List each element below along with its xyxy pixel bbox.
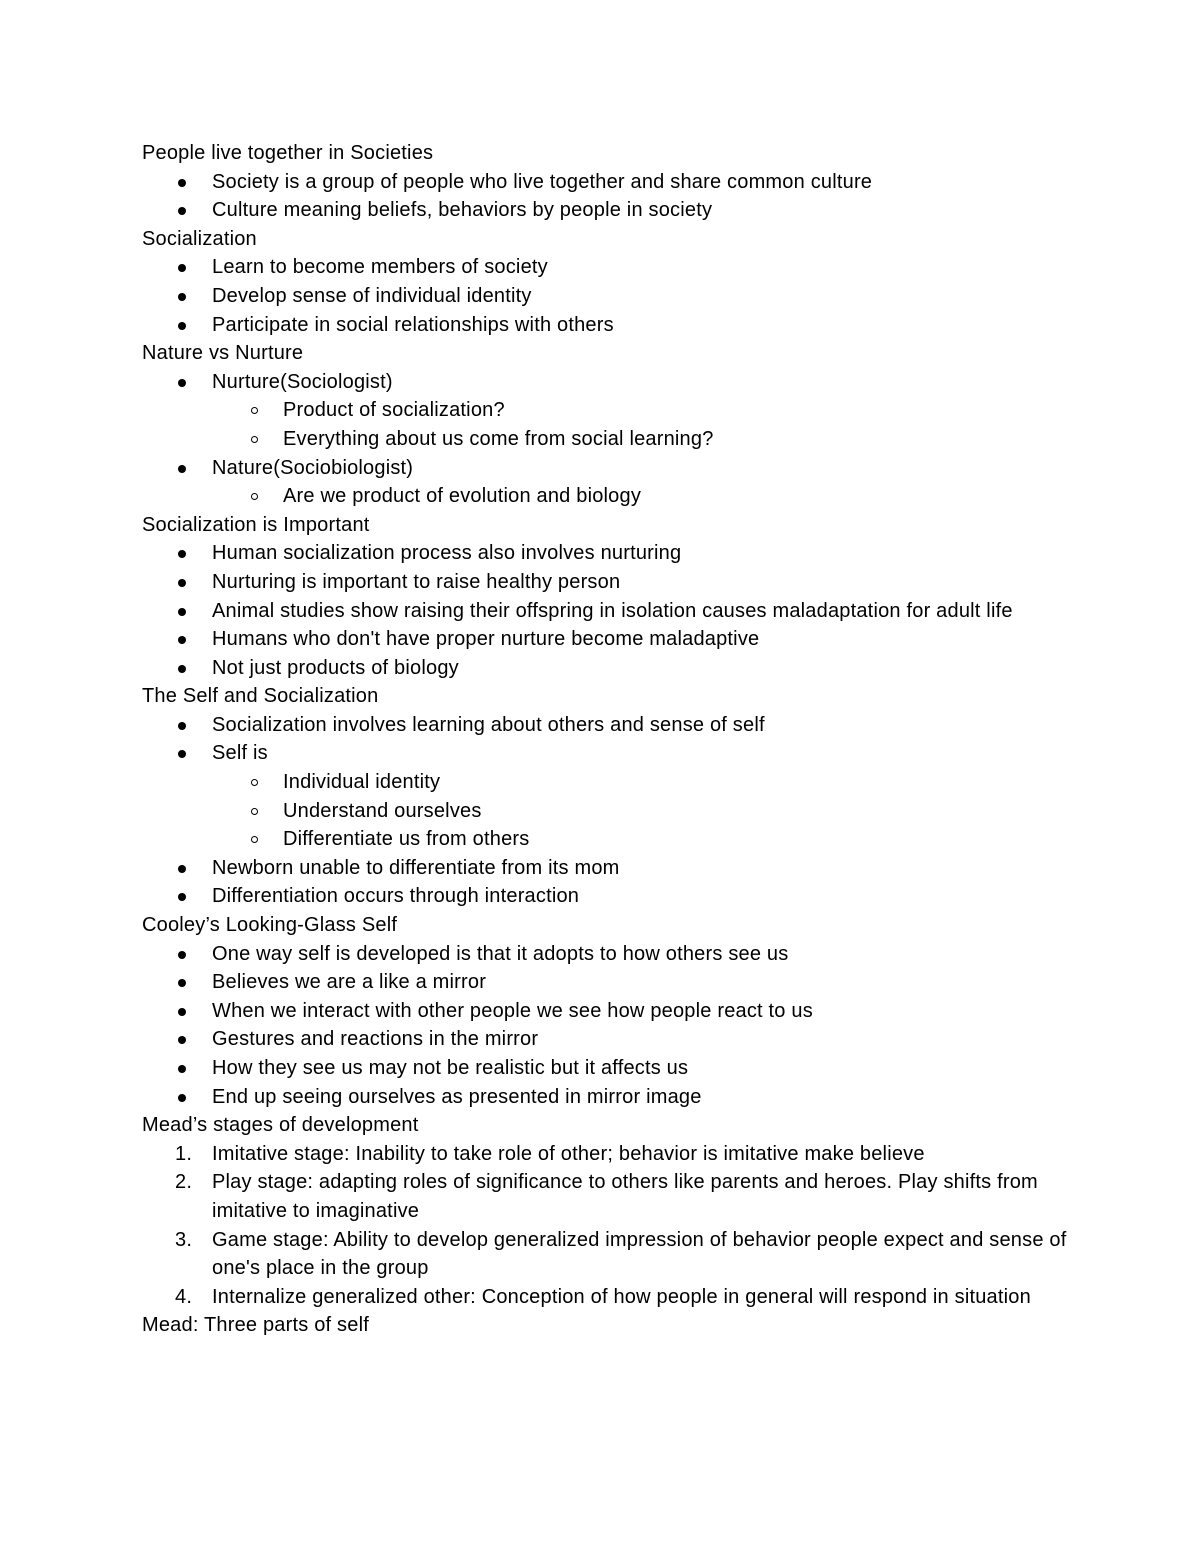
filled-bullet-icon (178, 893, 186, 901)
bullet-item (142, 1025, 1082, 1054)
item-text: Differentiation occurs through interaction (212, 885, 580, 908)
bullet-item (142, 711, 1082, 740)
item-text: Believes we are a like a mirror (212, 971, 487, 994)
bullet-item (142, 1054, 1082, 1083)
section (142, 225, 1082, 339)
filled-bullet-icon (178, 1094, 186, 1102)
bullet-item (142, 539, 1082, 568)
item-text: Newborn unable to differentiate from its mom (212, 856, 620, 879)
section-heading: The Self and Socialization (142, 685, 379, 708)
filled-bullet-icon (178, 865, 186, 873)
section (142, 911, 1082, 1111)
bullet-item (142, 882, 1082, 911)
filled-bullet-icon (178, 1036, 186, 1044)
sub-bullet-item (142, 482, 1082, 511)
bullet-item (142, 454, 1082, 483)
item-text: Human socialization process also involves nurturing (212, 542, 682, 565)
bullet-list (142, 368, 1082, 511)
filled-bullet-icon (178, 1065, 186, 1073)
bullet-list (142, 711, 1082, 911)
item-text: Everything about us come from social learning? (283, 427, 714, 450)
bullet-item (142, 654, 1082, 683)
item-text: Nature(Sociobiologist) (212, 456, 414, 479)
sub-bullet-item (142, 768, 1082, 797)
item-text: Are we product of evolution and biology (283, 485, 642, 508)
bullet-item (142, 854, 1082, 883)
section (142, 511, 1082, 683)
bullet-item (142, 997, 1082, 1026)
filled-bullet-icon (178, 722, 186, 730)
bullet-list (142, 539, 1082, 682)
item-text: Differentiate us from others (283, 828, 530, 851)
bullet-list (142, 940, 1082, 1112)
item-text: Participate in social relationships with others (212, 313, 614, 336)
item-number: 4. (175, 1285, 193, 1308)
filled-bullet-icon (178, 264, 186, 272)
item-text: Socialization involves learning about others and sense of self (212, 713, 765, 736)
hollow-bullet-icon (251, 808, 258, 815)
bullet-list (142, 168, 1082, 225)
section-heading: Socialization is Important (142, 513, 370, 536)
item-text: Nurture(Sociologist) (212, 370, 393, 393)
item-text: Play stage: adapting roles of significance to others like parents and heroes. Play shifts from imitative to imaginative (212, 1171, 1038, 1222)
item-text: Nurturing is important to raise healthy person (212, 570, 621, 593)
filled-bullet-icon (178, 550, 186, 558)
bullet-item (142, 940, 1082, 969)
hollow-bullet-icon (251, 436, 258, 443)
section-heading: Mead’s stages of development (142, 1114, 419, 1137)
filled-bullet-icon (178, 608, 186, 616)
numbered-item (142, 1283, 1082, 1312)
numbered-list (142, 1140, 1082, 1312)
item-text: Society is a group of people who live together and share common culture (212, 170, 873, 193)
item-number: 1. (175, 1142, 193, 1165)
item-text: Humans who don't have proper nurture become maladaptive (212, 628, 760, 651)
sub-bullet-item (142, 825, 1082, 854)
item-text: How they see us may not be realistic but it affects us (212, 1057, 689, 1079)
filled-bullet-icon (178, 951, 186, 959)
section-heading: Socialization (142, 227, 257, 250)
sub-bullet-item (142, 425, 1082, 454)
item-text: Gestures and reactions in the mirror (212, 1028, 539, 1051)
filled-bullet-icon (178, 636, 186, 644)
item-text: Not just products of biology (212, 656, 459, 679)
bullet-item (142, 597, 1082, 626)
bullet-item (142, 368, 1082, 397)
hollow-bullet-icon (251, 407, 258, 414)
numbered-item (142, 1140, 1082, 1169)
bullet-item (142, 1083, 1082, 1112)
filled-bullet-icon (178, 293, 186, 301)
item-text: Culture meaning beliefs, behaviors by people in society (212, 199, 713, 222)
filled-bullet-icon (178, 579, 186, 587)
hollow-bullet-icon (251, 779, 258, 786)
section (142, 1311, 1082, 1340)
bullet-item (142, 568, 1082, 597)
section-heading: Cooley’s Looking-Glass Self (142, 914, 398, 937)
item-text: End up seeing ourselves as presented in mirror image (212, 1085, 702, 1108)
item-number: 2. (175, 1171, 193, 1194)
item-text: Self is (212, 742, 268, 765)
section (142, 1111, 1082, 1311)
bullet-list (142, 253, 1082, 339)
document-body (142, 139, 1082, 1340)
bullet-item (142, 253, 1082, 282)
item-text: Develop sense of individual identity (212, 284, 532, 307)
hollow-bullet-icon (251, 836, 258, 843)
bullet-item (142, 625, 1082, 654)
bullet-item (142, 196, 1082, 225)
item-text: Understand ourselves (283, 799, 482, 822)
section-heading: Nature vs Nurture (142, 342, 304, 365)
bullet-item (142, 168, 1082, 197)
filled-bullet-icon (178, 665, 186, 673)
item-text: Animal studies show raising their offspring in isolation causes maladaptation for adult life (212, 599, 1013, 622)
hollow-bullet-icon (251, 493, 258, 500)
bullet-item (142, 739, 1082, 768)
filled-bullet-icon (178, 379, 186, 387)
filled-bullet-icon (178, 979, 186, 987)
section (142, 682, 1082, 911)
section-heading: Mead: Three parts of self (142, 1314, 369, 1337)
sub-bullet-item (142, 396, 1082, 425)
bullet-item (142, 968, 1082, 997)
item-text: Imitative stage: Inability to take role of other; behavior is imitative make believe (212, 1142, 925, 1165)
numbered-item (142, 1226, 1082, 1283)
filled-bullet-icon (178, 207, 186, 215)
item-text: Internalize generalized other: Conception of how people in general will respond in situation (212, 1285, 1031, 1308)
item-text: When we interact with other people we see how people react to us (212, 999, 813, 1022)
section-heading: People live together in Societies (142, 142, 434, 164)
section (142, 339, 1082, 511)
item-text: Learn to become members of society (212, 256, 548, 279)
filled-bullet-icon (178, 1008, 186, 1016)
item-text: Game stage: Ability to develop generalized impression of behavior people expect and sense of one's place in the group (212, 1228, 1067, 1280)
item-text: Individual identity (283, 771, 441, 794)
item-number: 3. (175, 1228, 193, 1251)
filled-bullet-icon (178, 322, 186, 330)
bullet-item (142, 282, 1082, 311)
section (142, 139, 1082, 225)
sub-bullet-item (142, 797, 1082, 826)
numbered-item (142, 1168, 1082, 1225)
item-text: One way self is developed is that it adopts to how others see us (212, 942, 789, 965)
bullet-item (142, 311, 1082, 340)
item-text: Product of socialization? (283, 399, 505, 422)
filled-bullet-icon (178, 750, 186, 758)
filled-bullet-icon (178, 465, 186, 473)
filled-bullet-icon (178, 179, 186, 187)
